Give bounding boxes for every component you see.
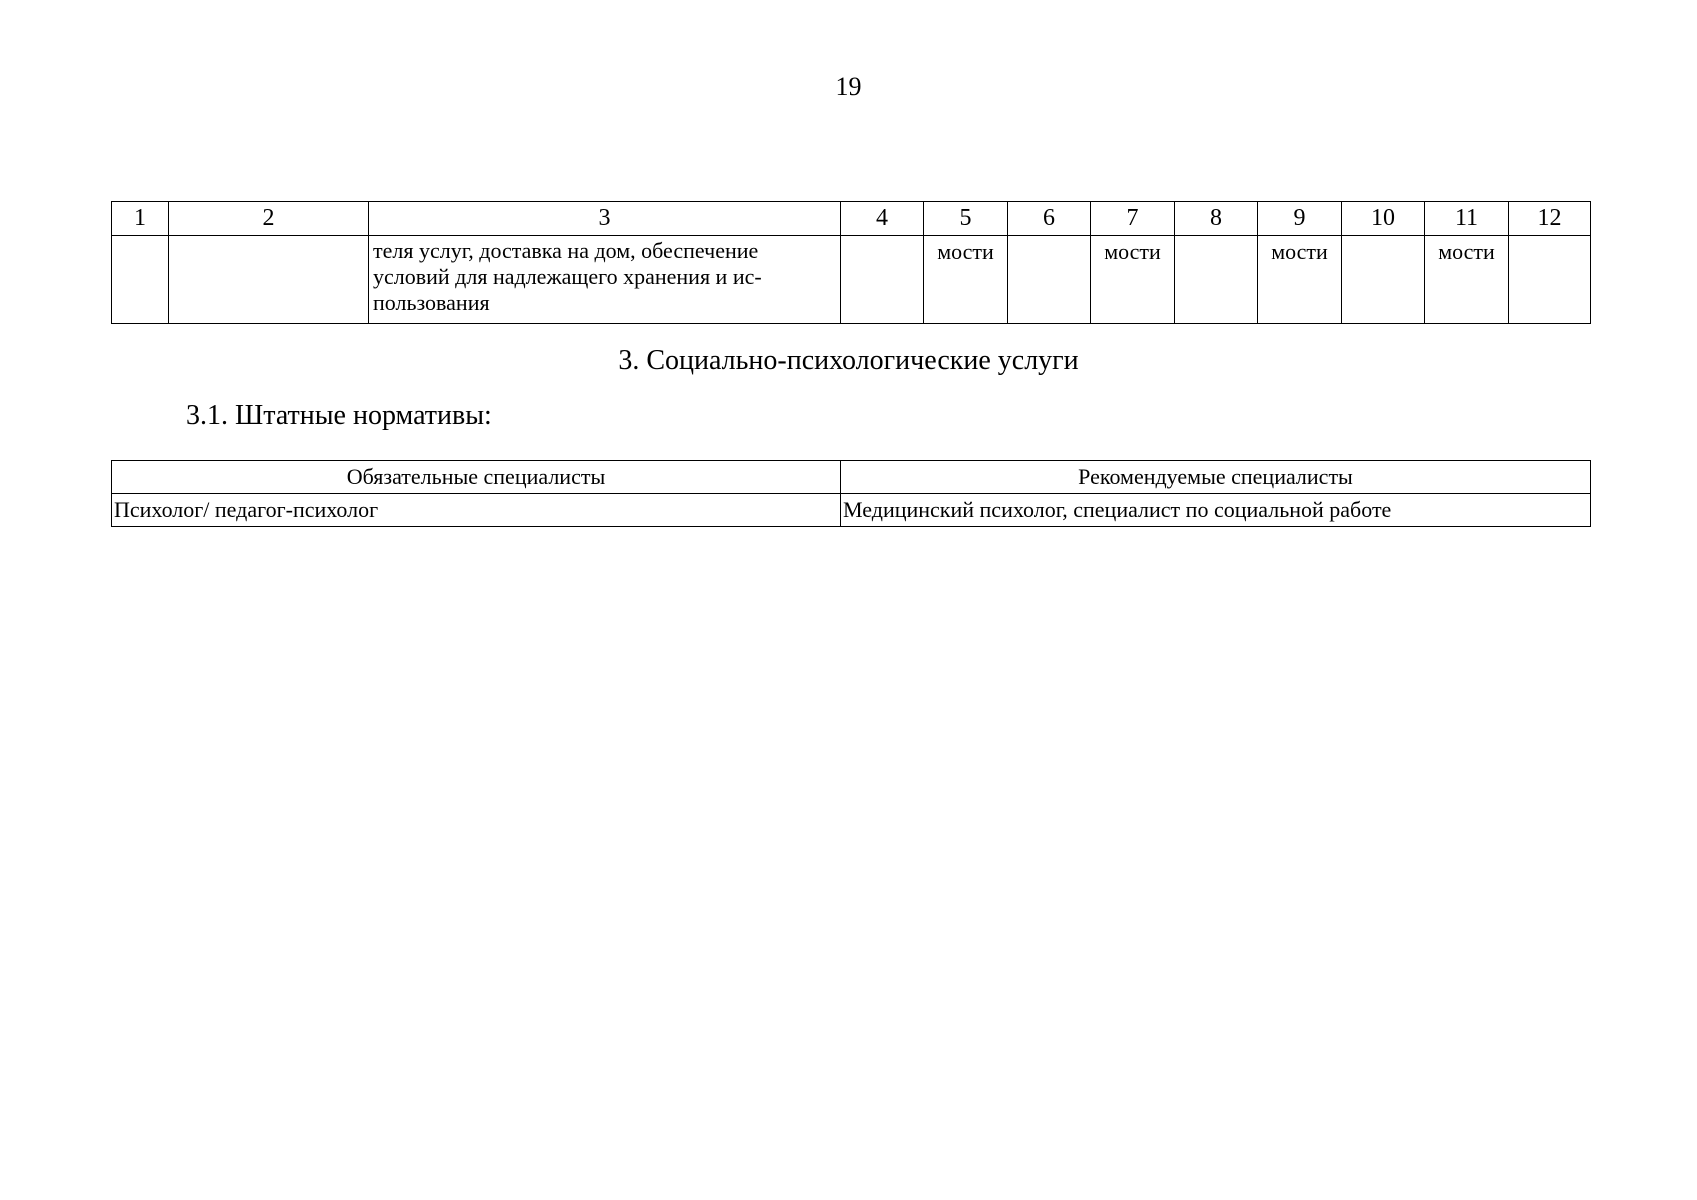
- recommended-specialists-header: Рекомендуемые специалисты: [841, 461, 1591, 494]
- service-description-cell: теля услуг, доставка на дом, обеспечение условий для надлежащего хранения и ис-пользования: [369, 236, 841, 324]
- column-number: 10: [1342, 202, 1425, 236]
- table-cell: [1342, 236, 1425, 324]
- table-cell: [841, 236, 924, 324]
- table-cell: мости: [1091, 236, 1175, 324]
- column-number: 9: [1258, 202, 1342, 236]
- table-cell: [1175, 236, 1258, 324]
- column-number: 4: [841, 202, 924, 236]
- column-number: 1: [112, 202, 169, 236]
- column-number: 12: [1509, 202, 1591, 236]
- column-number: 8: [1175, 202, 1258, 236]
- table-cell: [1509, 236, 1591, 324]
- column-number: 3: [369, 202, 841, 236]
- table-cell: [169, 236, 369, 324]
- required-specialists-header: Обязательные специалисты: [112, 461, 841, 494]
- table-cell: [1008, 236, 1091, 324]
- required-specialists-cell: Психолог/ педагог-психолог: [112, 494, 841, 527]
- table-cell: [112, 236, 169, 324]
- table-row: [112, 494, 1591, 527]
- section-heading: 3. Социально-психологические услуги: [618, 345, 1079, 376]
- table-header-row: [112, 461, 1591, 494]
- column-number: 6: [1008, 202, 1091, 236]
- services-table: [111, 201, 1591, 324]
- table-row: [112, 236, 1591, 324]
- subsection-heading: 3.1. Штатные нормативы:: [186, 400, 492, 431]
- specialists-table: [111, 460, 1591, 527]
- table-cell: мости: [1425, 236, 1509, 324]
- page-number: 19: [835, 72, 862, 101]
- table-header-row: [112, 202, 1591, 236]
- column-number: 7: [1091, 202, 1175, 236]
- column-number: 2: [169, 202, 369, 236]
- table-cell: мости: [1258, 236, 1342, 324]
- column-number: 5: [924, 202, 1008, 236]
- table-cell: мости: [924, 236, 1008, 324]
- column-number: 11: [1425, 202, 1509, 236]
- recommended-specialists-cell: Медицинский психолог, специалист по социальной работе: [841, 494, 1591, 527]
